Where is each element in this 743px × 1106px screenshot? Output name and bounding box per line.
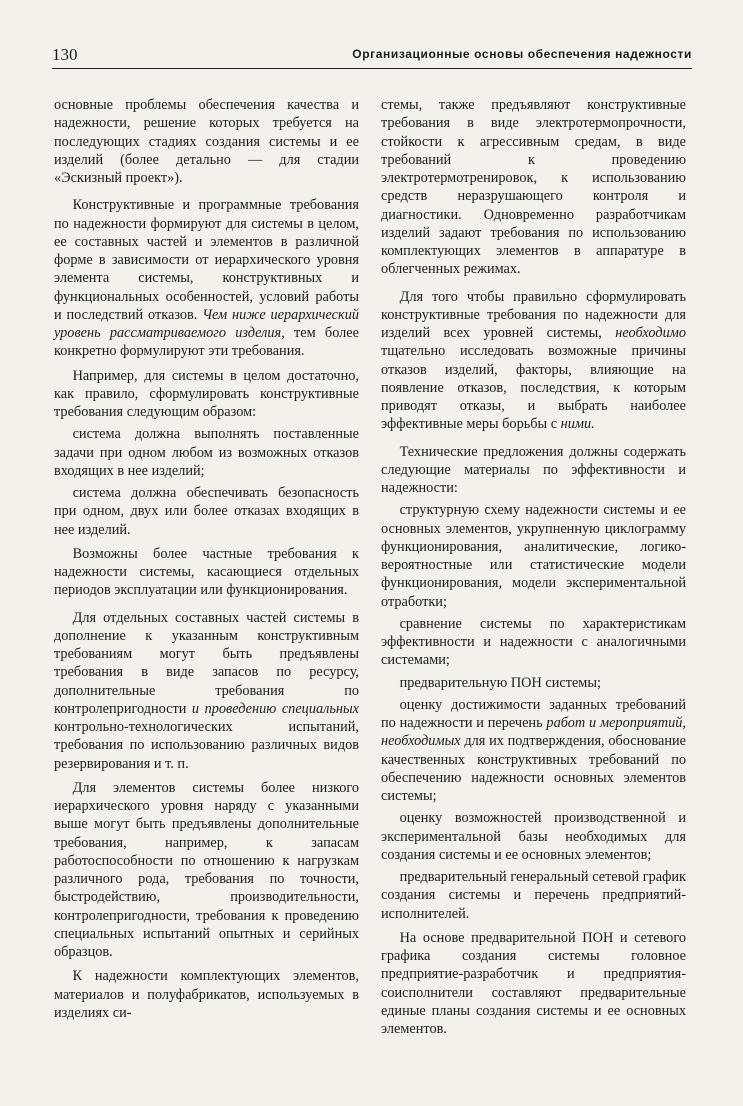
text-run: оценку достижимости заданных требований по надежности и перечень — [381, 696, 686, 731]
paragraph: основные проблемы обеспечения качества и надежности, решение которых требуется на последующих стадиях создания системы и ее изделий (более детально — для стадии «Эскизный проект»). — [54, 97, 359, 186]
text-run: тем более конкретно формулируют эти требования. — [54, 325, 359, 360]
text-run: Для того чтобы правильно сформулировать конструктивные требования по надежности для изделий всех уровней системы, — [381, 288, 686, 341]
paragraph — [54, 196, 359, 360]
text-run: для их подтверждения, обоснование качественных конструктивных требований по обеспечению надежности основных элементов системы; — [381, 733, 686, 804]
text-run: Для отдельных составных частей системы в дополнение к указанным конструктивным требованиям могут быть предъявлены требования в виде запасов по ресурсу, дополнительные требования по контролепригодности — [54, 609, 359, 717]
paragraph — [54, 609, 359, 773]
list-item: система должна выполнять поставленные задачи при одном любом из возможных отказов входящих в нее изделий; — [54, 426, 359, 479]
list-item: предварительную ПОН системы; — [399, 674, 601, 691]
list-item: предварительный генеральный сетевой график создания системы и перечень предприятий-исполнителей. — [381, 869, 686, 922]
italic-run: и проведению специальных — [191, 700, 359, 717]
paragraph — [381, 288, 686, 434]
list-item: сравнение системы по характеристикам эффективности и надежности с аналогичными системами; — [381, 615, 686, 669]
list-item: оценку возможностей производственной и экспериментальной базы необходимых для создания системы и ее основных элементов; — [381, 810, 686, 863]
paragraph: На основе предварительной ПОН и сетевого графика создания системы головное предприятие-разработчик и предприятия-соисполнители составляют предварительные единые планы создания системы и ее основных элементов. — [381, 929, 686, 1037]
paragraph: Для элементов системы более низкого иерархического уровня наряду с указанными выше могут быть предъявлены дополнительные требования, например, к запасам работоспособности по отношению к нагрузкам различного рода, требования по точности, быстродействию, производительности, контролепригодности, требования к проведению специальных испытаний опытных и серийных образцов. — [54, 779, 359, 960]
paragraph: стемы, также предъявляют конструктивные требования в виде электротермопрочности, стойкости к агрессивным средам, в виде требований к проведению электротермотренировок, к использованию средств неразрушающего контроля и диагностики. Одновременно разработчикам изделий задают требования по использованию комплектующих элементов в аппаратуре в облегченных режимах. — [381, 97, 686, 278]
italic-run: необходимо — [615, 325, 686, 341]
paragraph: К надежности комплектующих элементов, материалов и полуфабрикатов, используемых в изделиях си- — [54, 968, 359, 1021]
italic-run: работ и мероприятий, необходимых — [381, 715, 687, 750]
italic-run: ними. — [560, 416, 595, 433]
paragraph: Возможны более частные требования к надежности системы, касающиеся отдельных периодов эксплуатации или функционирования. — [54, 545, 359, 599]
list-item — [381, 696, 686, 806]
paragraph: Например, для системы в целом достаточно, как правило, сформулировать конструктивные требования следующим образом: — [54, 367, 359, 420]
running-title: Организационные основы обеспечения надежности — [352, 47, 692, 61]
list-item: система должна обеспечивать безопасность при одном, двух или более отказах входящих в нее изделий. — [54, 485, 359, 538]
page-header — [32, 40, 692, 66]
list-item: структурную схему надежности системы и ее основных элементов, укрупненную циклограмму функционирования, аналитические, логико-вероятностные или статистические модели функционирования, модели экспериментальной отработки; — [381, 502, 686, 610]
text-run: тщательно исследовать возможные причины отказов изделий, факторы, влияющие на появление отказов, последствия, к которым приводят отказы, и выбрать наиболее эффективные меры борьбы с — [381, 343, 686, 433]
text-run: контрольно-технологических испытаний, требования по использованию различных видов резервирования и т. п. — [54, 719, 359, 772]
italic-run: Чем ниже иерархический уровень рассматриваемого изделия, — [54, 306, 359, 341]
left-column — [54, 96, 359, 1022]
text-run: Конструктивные и программные требования по надежности формируют для системы в целом, ее составных частей и элементов в различной форме в зависимости от иерархического уровня элемента системы, конструктивных и функциональных особенностей, условий работы и последствий отказов. — [54, 197, 359, 323]
page-number: 130 — [52, 45, 78, 64]
paragraph: Технические предложения должны содержать следующие материалы по эффективности и надежности: — [381, 443, 686, 496]
right-column — [381, 96, 686, 1038]
header-rule — [52, 68, 692, 69]
